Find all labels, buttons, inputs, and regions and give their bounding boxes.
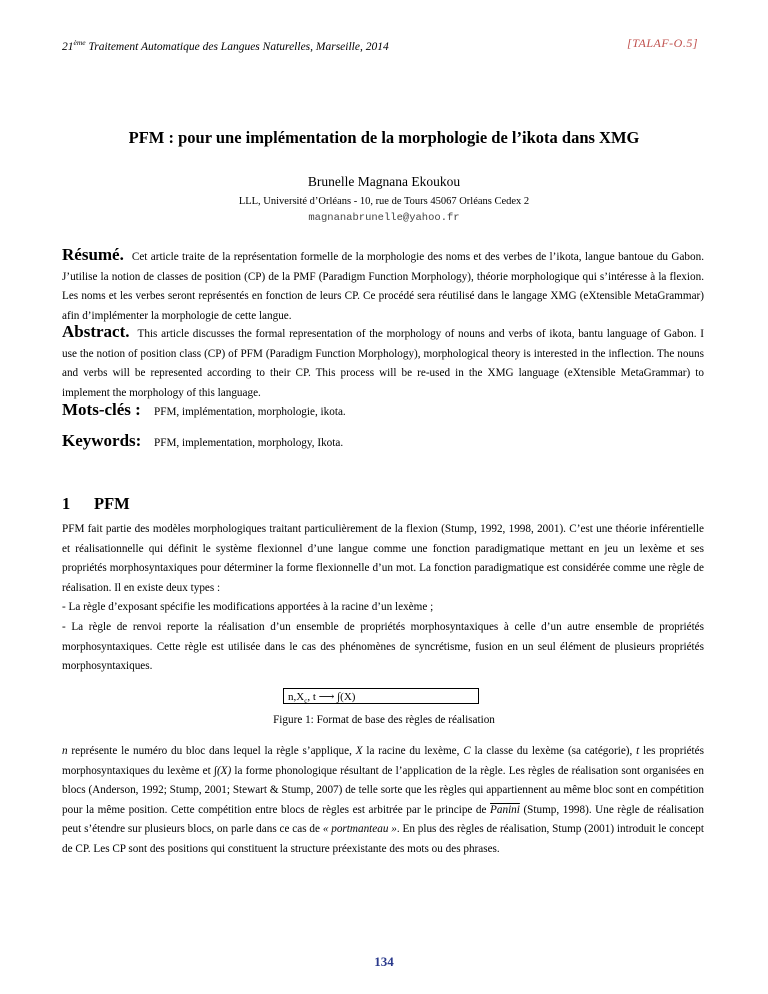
text-segment: la forme phonologique résultant de l’application de la règle. Les règles de réalisation sont organisées en blocs (Anderson, 1992; Stump, 2001; Stewart & Stump, 2007) de telle sorte que les règles qui appartiennent au même bloc sont en compétition pour la même position. Cette compétition entre blocs de règles est arbitrée par le principe de bbox=[62, 764, 704, 816]
var-x: X bbox=[355, 745, 363, 757]
affiliation: LLL, Université d’Orléans - 10, rue de Tours 45067 Orléans Cedex 2 bbox=[238, 196, 530, 207]
motscles-row bbox=[62, 400, 704, 420]
keywords-row bbox=[62, 431, 704, 451]
running-header bbox=[62, 38, 389, 53]
formula-subscript: c bbox=[304, 697, 308, 706]
section-number: 1 bbox=[62, 494, 71, 513]
page-number: 134 bbox=[374, 954, 394, 969]
formula-part-b: , t ⟶ ∫(X) bbox=[307, 691, 356, 703]
text-segment: les propriétés morphosyntaxiques du lexème et bbox=[62, 745, 704, 777]
para-line-1: PFM fait partie des modèles morphologiques traitant particulièrement de la flexion (Stump, 1992, 1998, 2001). C’est une théorie inférentielle et réalisationnelle qui définit le système flexionnel d’une langue comme une fonction paradigmatique mettant en jeu un lexème et ses propriétés morphosyntaxiques pour déterminer la forme flexionnelle d’un mot. La fonction paradigmatique est considérée comme une règle de réalisation. Il en existe deux types : bbox=[62, 523, 704, 594]
abstract-block bbox=[62, 322, 704, 403]
resume-block bbox=[62, 245, 704, 326]
portmanteau-term: « portmanteau » bbox=[322, 823, 397, 836]
figure-caption: Figure 1: Format de base des règles de réalisation bbox=[273, 714, 495, 726]
var-n: n bbox=[62, 745, 68, 757]
keywords-text: PFM, implementation, morphology, Ikota. bbox=[154, 437, 344, 449]
var-fx: ∫(X) bbox=[213, 764, 232, 777]
text-segment: (Stump, 1998). Une règle de réalisation peut s’étendre sur plusieurs blocs, on parle dans ce cas de bbox=[62, 803, 704, 836]
text-segment: . En plus des règles de réalisation, Stump (2001) introduit le concept de CP. Les CP sont des positions qui constituent la structure préexistante des mots ou des phrases. bbox=[62, 823, 704, 855]
motscles-label: Mots-clés : bbox=[62, 400, 141, 419]
abstract-text: This article discusses the formal representation of the morphology of nouns and verbs of ikota, bantu language of Gabon. I use the notion of position class (CP) of PFM (Paradigm Function Morphology), morphological theory is interested in the inflection. The nouns and verbs will be represented according to their CP. This process will be re-used in the XMG language (eXtensible MetaGrammar) to implement the morphology of this language. bbox=[62, 328, 704, 399]
formula-box bbox=[283, 688, 479, 704]
para-line-2: - La règle d’exposant spécifie les modifications apportées à la racine d’un lexème ; bbox=[62, 601, 434, 614]
var-t: t bbox=[636, 745, 640, 757]
var-c: C bbox=[463, 745, 471, 757]
section-heading bbox=[62, 494, 130, 514]
section-paragraph-2 bbox=[62, 742, 704, 860]
conference-name: Traitement Automatique des Langues Naturelles, Marseille, 2014 bbox=[85, 40, 389, 53]
text-segment: la racine du lexème, bbox=[362, 745, 464, 757]
author-name: Brunelle Magnana Ekoukou bbox=[307, 174, 461, 189]
motscles-text: PFM, implémentation, morphologie, ikota. bbox=[154, 406, 346, 418]
edition-number: 21 bbox=[62, 40, 74, 53]
panini-term: Panini bbox=[490, 803, 520, 816]
abstract-label: Abstract. bbox=[62, 322, 130, 341]
paper-tag: [TALAF-O.5] bbox=[627, 36, 698, 50]
text-segment: la classe du lexème (sa catégorie), bbox=[470, 745, 637, 757]
section-paragraph-1 bbox=[62, 520, 704, 677]
para-line-3: - La règle de renvoi reporte la réalisation d’un ensemble de propriétés morphosyntaxiques à celle d’un autre ensemble de propriétés morphosyntaxiques. Cette règle est utilisée dans le cas des phénomènes de syncrétisme, fusion en un seul élément de plusieurs propriétés morphosyntaxiques. bbox=[62, 620, 704, 673]
author-email[interactable]: magnanabrunelle@yahoo.fr bbox=[308, 212, 460, 224]
resume-label: Résumé. bbox=[62, 245, 124, 264]
paper-title: PFM : pour une implémentation de la morphologie de l’ikota dans XMG bbox=[128, 128, 640, 147]
resume-text: Cet article traite de la représentation formelle de la morphologie des noms et des verbes de l’ikota, langue bantoue du Gabon. J’utilise la notion de classes de position (CP) de la PMF (Paradigm Function Morphology), théorie morphologique qui s’intéresse à la flexion. Les noms et les verbes seront représentés en fonction de leurs CP. Ce procédé sera réutilisé dans le langage XMG (eXtensible MetaGrammar) afin d’implémenter la morphologie de cette langue. bbox=[62, 251, 704, 322]
formula-part-a: n,X bbox=[288, 691, 305, 703]
edition-suffix: ème bbox=[73, 38, 86, 47]
keywords-label: Keywords: bbox=[62, 431, 142, 450]
section-title: PFM bbox=[94, 494, 130, 513]
text-segment: représente le numéro du bloc dans lequel la règle s’applique, bbox=[67, 745, 356, 757]
